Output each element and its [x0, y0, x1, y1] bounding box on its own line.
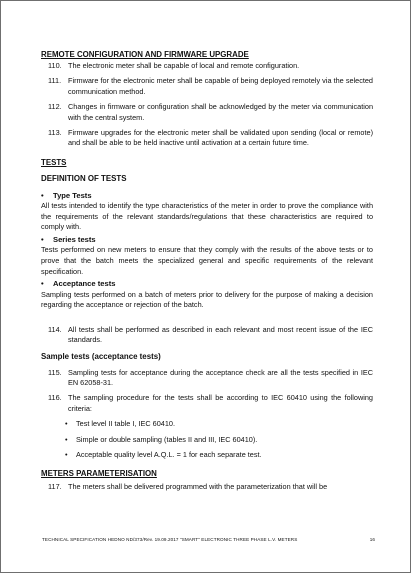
- list-item-110: [41, 61, 373, 71]
- item-text: Sampling tests for acceptance during the acceptance check are all the tests specified in IEC EN 62058-31.: [68, 367, 373, 388]
- list-item-115: [41, 368, 373, 389]
- bullet-icon: •: [41, 235, 44, 245]
- item-number: 114.: [48, 324, 62, 334]
- bullet-icon: •: [41, 279, 44, 289]
- list-item-116: [41, 393, 373, 414]
- item-text: The sampling procedure for the tests shall be according to IEC 60410 using the following criteria:: [68, 393, 373, 413]
- section-title-meters-parameterisation: METERS PARAMETERISATION: [41, 469, 157, 479]
- item-number: 117.: [48, 482, 62, 492]
- paragraph-type-tests: All tests intended to identify the type characteristics of the meter in order to prove the compliance with the requirements of the relevant standards/regulations that these characteristics are required to comply with.: [41, 201, 373, 232]
- item-text: The meters shall be delivered programmed with the parameterization that will be: [68, 482, 328, 492]
- list-item-112: [41, 102, 373, 123]
- list-item-111: [41, 76, 373, 97]
- criteria-text: Acceptable quality level A.Q.L. = 1 for each separate test.: [76, 450, 262, 460]
- subsection-title-sample-tests: Sample tests (acceptance tests): [41, 351, 161, 361]
- section-title-remote-configuration: REMOTE CONFIGURATION AND FIRMWARE UPGRADE: [41, 50, 249, 59]
- bullet-heading-type-tests: [41, 191, 373, 201]
- item-text: Changes in firmware or configuration shall be acknowledged by the meter via communication with the central system.: [68, 102, 373, 122]
- item-number: 111.: [48, 76, 62, 86]
- criteria-text: Test level II table I, IEC 60410.: [76, 419, 175, 429]
- item-number: 110.: [48, 61, 62, 70]
- item-number: 112.: [48, 102, 62, 112]
- paragraph-series-tests: Tests performed on new meters to ensure that they comply with the results of the above tests or to prove that the batch meets the specialized general and specific requirements of the relevant specification.: [41, 245, 373, 276]
- criteria-text: Simple or double sampling (tables II and III, IEC 60410).: [76, 434, 258, 444]
- item-text: Firmware for the electronic meter shall be capable of being deployed remotely via the selected communication method.: [68, 76, 373, 96]
- item-number: 113.: [48, 128, 62, 138]
- bullet-icon: •: [65, 434, 68, 444]
- bullet-heading-text: Type Tests: [53, 190, 92, 200]
- page-content: [41, 50, 373, 493]
- paragraph-acceptance-tests: Sampling tests performed on a batch of meters prior to delivery for the purpose of making a decision regarding the acceptance or rejection of the batch.: [41, 289, 373, 310]
- bullet-icon: •: [65, 419, 68, 429]
- item-text: The electronic meter shall be capable of local and remote configuration.: [68, 61, 300, 70]
- list-item-113: [41, 128, 373, 149]
- subsection-title-definition-of-tests: DEFINITION OF TESTS: [41, 173, 127, 183]
- list-item-114: [41, 325, 373, 346]
- page-number: 16: [369, 537, 375, 542]
- footer-spec-text: TECHNICAL SPECIFICATION HEDNO ND/373/Rev. 19.09.2017 "SMART" ELECTRONIC THREE PHASE L.V. METERS: [42, 537, 298, 542]
- item-text: All tests shall be performed as described in each relevant and most recent issue of the IEC standards.: [68, 324, 373, 345]
- criteria-item: [41, 419, 373, 429]
- bullet-icon: •: [65, 450, 68, 460]
- bullet-heading-text: Acceptance tests: [53, 279, 116, 289]
- page-footer: [42, 537, 375, 543]
- item-text: Firmware upgrades for the electronic meter shall be validated upon sending (local or remote) and shall be able to be held inactive until activation at a certain future time.: [68, 128, 373, 148]
- criteria-item: [41, 435, 373, 445]
- item-number: 116.: [48, 393, 62, 403]
- criteria-item: [41, 450, 373, 460]
- bullet-heading-text: Series tests: [53, 235, 96, 245]
- item-number: 115.: [48, 367, 62, 377]
- list-item-117: [41, 482, 373, 492]
- bullet-heading-series-tests: [41, 235, 373, 245]
- section-title-tests: TESTS: [41, 157, 67, 167]
- bullet-icon: •: [41, 190, 44, 200]
- bullet-heading-acceptance-tests: [41, 279, 373, 289]
